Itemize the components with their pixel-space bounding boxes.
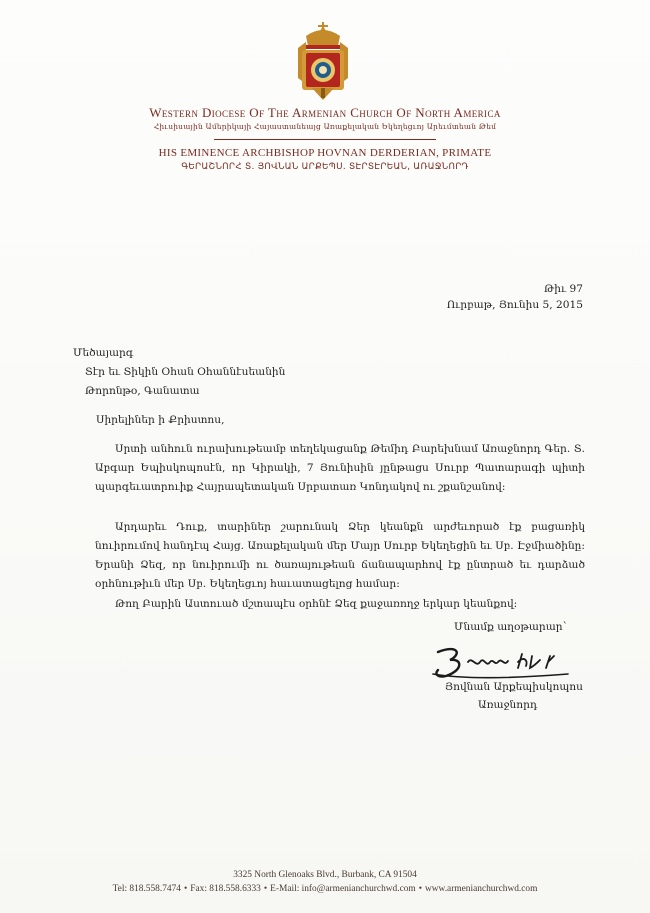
letter-date: Ուրբաթ, Յունիս 5, 2015: [446, 299, 583, 311]
primate-name-armenian: ԳԵՐԱՇՆՈՐՀ Տ. ՅՈՎՆԱՆ ԱՐՔԵՊՍ. ՏԷՐՏԷՐԵԱՆ, ԱՌԱՋՆՈՐԴ: [181, 162, 469, 172]
primate-name-english: HIS EMINENCE ARCHBISHOP HOVNAN DERDERIAN, PRIMATE: [158, 147, 492, 159]
footer-telephone: Tel: 818.558.7474: [112, 884, 181, 894]
body-paragraph-3: Թող Բարին Աստուած մշտապէս օրհնէ Ձեզ քաջառողջ երկար կեանքով:: [115, 598, 518, 610]
footer-contacts: [0, 884, 650, 894]
header-divider: [214, 139, 436, 140]
diocese-name-armenian: Հիւսիսային Ամերիկայի Հայաստանեայց Առաքելական Եկեղեցւոյ Արեւմտեան Թեմ: [153, 122, 497, 131]
footer-website[interactable]: www.armenianchurchwd.com: [425, 884, 538, 894]
footer-separator: •: [183, 884, 188, 894]
body-paragraph-1: Սրտի անհուն ուրախութեամբ տեղեկացանք Թեմիդ Բարեխնամ Առաջնորդ Գեր. Տ. Աբգար Եպիսկոպոսէն, որ Կիրակի, 7 Յունիսին յընթացս Սուրբ Պատարագի պիտի պարգեւատրուիք Հայրապետական Սրբատառ Կոնդակով ու շքանշանով:: [95, 443, 585, 493]
recipient-name: Տէր եւ Տիկին Օհան Օհաննէսեանին: [85, 366, 286, 378]
greeting: Սիրելիներ ի Քրիստոս,: [96, 414, 225, 426]
recipient-salutation-title: Մեծայարգ: [73, 347, 134, 359]
signer-title: Առաջնորդ: [478, 699, 538, 711]
body-paragraph-2: Արդարեւ Դուք, տարիներ շարունակ Ձեր կեանքն արժեւորած էք բացառիկ նուիրումով հանդէպ Հայց. Առաքելական մեր Մայր Սուրբ Եկեղեցին եւ Սբ. Էջմիածինը: Երանի Ձեզ, որ նուիրումի ու ծառայութեան ճանապարհով էք ընտրած եւ դարձած օրհնութիւն մեր Սբ. Եկեղեցւոյ հաւատացելոց համար:: [95, 521, 585, 590]
recipient-location: Թորոնթօ, Գանատա: [85, 385, 200, 397]
footer-separator: •: [418, 884, 423, 894]
signer-name: Յովնան Արքեպիսկոպոս: [445, 681, 584, 693]
footer-fax: Fax: 818.558.6333: [190, 884, 261, 894]
diocese-name-english: Western Diocese Of The Armenian Church Of North America: [149, 105, 501, 120]
footer-separator: •: [263, 884, 268, 894]
closing-phrase: Մնամք աղօթարար՝: [454, 621, 567, 633]
diocese-crest-icon: [292, 22, 354, 102]
footer-address: 3325 North Glenoaks Blvd., Burbank, CA 91504: [233, 870, 417, 880]
reference-number: Թիւ 97: [544, 283, 583, 295]
footer-email[interactable]: E-Mail: info@armenianchurchwd.com: [270, 884, 416, 894]
handwritten-signature: [428, 640, 578, 682]
